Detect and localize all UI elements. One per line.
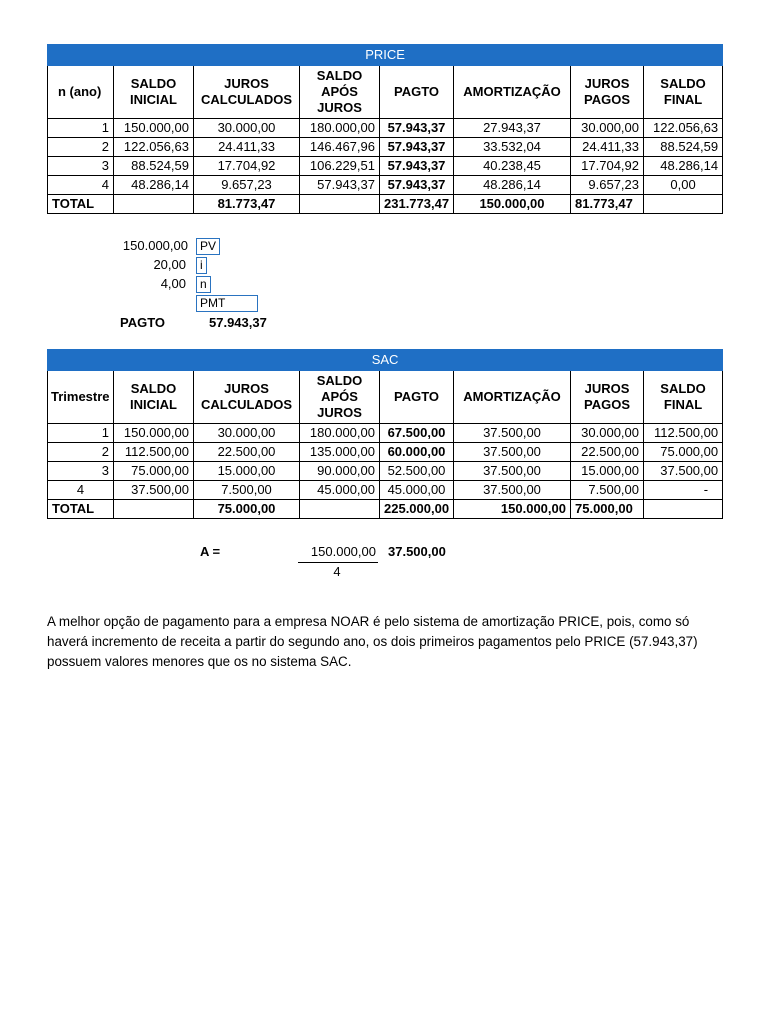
table-cell bbox=[114, 500, 194, 519]
table-cell bbox=[114, 195, 194, 214]
table-cell: 122.056,63 bbox=[114, 138, 194, 157]
table-cell: 57.943,37 bbox=[300, 176, 380, 195]
total-row bbox=[48, 195, 723, 214]
table-cell: 7.500,00 bbox=[194, 481, 300, 500]
table-cell: 75.000,00 bbox=[114, 462, 194, 481]
table-cell bbox=[644, 195, 723, 214]
formula-numerator: 150.000,00 bbox=[310, 544, 376, 559]
table-cell: 17.704,92 bbox=[571, 157, 644, 176]
table-cell: 81.773,47 bbox=[571, 195, 644, 214]
table-cell: 15.000,00 bbox=[194, 462, 300, 481]
sac-header-juros-pagos: JUROS PAGOS bbox=[571, 371, 644, 424]
pv-key: PV bbox=[196, 238, 220, 255]
table-row bbox=[48, 443, 723, 462]
conclusion-text: A melhor opção de pagamento para a empresa NOAR é pelo sistema de amortização PRICE, pois, como só haverá incremento de receita a partir do segundo ano, os dois primeiros pagamentos pelo PRICE (57.943,37) possuem valores menores que os no sistema SAC. bbox=[47, 614, 698, 669]
table-cell: 146.467,96 bbox=[300, 138, 380, 157]
table-cell: 3 bbox=[48, 157, 114, 176]
table-cell bbox=[644, 500, 723, 519]
table-cell: 180.000,00 bbox=[300, 424, 380, 443]
pv-value: 150.000,00 bbox=[122, 238, 188, 253]
table-cell: 30.000,00 bbox=[571, 119, 644, 138]
table-cell: 57.943,37 bbox=[380, 176, 454, 195]
table-cell: 52.500,00 bbox=[380, 462, 454, 481]
table-cell: 48.286,14 bbox=[644, 157, 723, 176]
table-cell: 48.286,14 bbox=[114, 176, 194, 195]
table-cell: 150.000,00 bbox=[114, 119, 194, 138]
table-row bbox=[48, 424, 723, 443]
table-cell: 22.500,00 bbox=[571, 443, 644, 462]
sac-header-amortizacao: AMORTIZAÇÃO bbox=[454, 371, 571, 424]
i-key: i bbox=[196, 257, 207, 274]
price-header-pagto: PAGTO bbox=[380, 66, 454, 119]
table-cell: 3 bbox=[48, 462, 114, 481]
price-header-saldo-inicial: SALDO INICIAL bbox=[114, 66, 194, 119]
table-cell: 37.500,00 bbox=[644, 462, 723, 481]
table-cell: 2 bbox=[48, 443, 114, 462]
pmt-key: PMT bbox=[196, 295, 258, 312]
table-row bbox=[48, 462, 723, 481]
table-cell: 24.411,33 bbox=[194, 138, 300, 157]
table-cell: 57.943,37 bbox=[380, 157, 454, 176]
table-cell: 30.000,00 bbox=[194, 119, 300, 138]
price-header-saldo-final: SALDO FINAL bbox=[644, 66, 723, 119]
table-row bbox=[48, 481, 723, 500]
table-row bbox=[48, 119, 723, 138]
sac-header-saldo-apos-juros: SALDO APÓS JUROS bbox=[300, 371, 380, 424]
table-cell: 48.286,14 bbox=[454, 176, 571, 195]
table-cell: 2 bbox=[48, 138, 114, 157]
table-cell: 37.500,00 bbox=[454, 462, 571, 481]
table-cell: 75.000,00 bbox=[194, 500, 300, 519]
fraction-bar bbox=[298, 562, 378, 563]
table-cell: - bbox=[644, 481, 723, 500]
price-header-juros-pagos: JUROS PAGOS bbox=[571, 66, 644, 119]
pagto-label: PAGTO bbox=[120, 315, 166, 330]
table-cell: 30.000,00 bbox=[194, 424, 300, 443]
table-cell bbox=[300, 500, 380, 519]
table-cell: 45.000,00 bbox=[300, 481, 380, 500]
table-cell: 60.000,00 bbox=[380, 443, 454, 462]
table-cell: 27.943,37 bbox=[454, 119, 571, 138]
table-cell: 37.500,00 bbox=[454, 424, 571, 443]
table-cell: 150.000,00 bbox=[454, 500, 571, 519]
sac-header-trimestre: Trimestre bbox=[48, 371, 114, 424]
formula-denominator: 4 bbox=[333, 564, 341, 579]
table-cell: 57.943,37 bbox=[380, 138, 454, 157]
table-cell: 4 bbox=[48, 481, 114, 500]
table-cell: 150.000,00 bbox=[454, 195, 571, 214]
total-row bbox=[48, 500, 723, 519]
n-key: n bbox=[196, 276, 211, 293]
price-header-n: n (ano) bbox=[48, 66, 114, 119]
table-cell: 45.000,00 bbox=[380, 481, 454, 500]
table-cell: 90.000,00 bbox=[300, 462, 380, 481]
table-cell: 33.532,04 bbox=[454, 138, 571, 157]
sac-title: SAC bbox=[48, 350, 723, 371]
sac-header-saldo-inicial: SALDO INICIAL bbox=[114, 371, 194, 424]
table-cell: 40.238,45 bbox=[454, 157, 571, 176]
table-cell: 135.000,00 bbox=[300, 443, 380, 462]
table-cell: 57.943,37 bbox=[380, 119, 454, 138]
price-header-saldo-apos-juros: SALDO APÓS JUROS bbox=[300, 66, 380, 119]
formula-result: 37.500,00 bbox=[388, 544, 446, 559]
table-cell: 7.500,00 bbox=[571, 481, 644, 500]
table-cell: 9.657,23 bbox=[194, 176, 300, 195]
table-cell: 1 bbox=[48, 424, 114, 443]
table-row bbox=[48, 157, 723, 176]
table-cell: 88.524,59 bbox=[644, 138, 723, 157]
n-value: 4,00 bbox=[160, 276, 186, 291]
table-cell: 67.500,00 bbox=[380, 424, 454, 443]
total-label: TOTAL bbox=[48, 500, 114, 519]
sac-header-juros-calculados: JUROS CALCULADOS bbox=[194, 371, 300, 424]
table-cell: 225.000,00 bbox=[380, 500, 454, 519]
sac-header-saldo-final: SALDO FINAL bbox=[644, 371, 723, 424]
table-cell: 4 bbox=[48, 176, 114, 195]
pagto-value: 57.943,37 bbox=[209, 315, 267, 330]
table-cell: 180.000,00 bbox=[300, 119, 380, 138]
table-cell: 0,00 bbox=[644, 176, 723, 195]
table-row bbox=[48, 138, 723, 157]
table-cell: 37.500,00 bbox=[454, 481, 571, 500]
table-cell: 24.411,33 bbox=[571, 138, 644, 157]
price-table bbox=[47, 44, 723, 214]
table-cell: 37.500,00 bbox=[114, 481, 194, 500]
table-cell: 112.500,00 bbox=[644, 424, 723, 443]
total-label: TOTAL bbox=[48, 195, 114, 214]
formula-label: A = bbox=[200, 544, 221, 559]
table-cell: 231.773,47 bbox=[380, 195, 454, 214]
table-cell: 1 bbox=[48, 119, 114, 138]
price-header-juros-calculados: JUROS CALCULADOS bbox=[194, 66, 300, 119]
price-header-amortizacao: AMORTIZAÇÃO bbox=[454, 66, 571, 119]
table-cell: 17.704,92 bbox=[194, 157, 300, 176]
table-cell: 81.773,47 bbox=[194, 195, 300, 214]
table-cell: 150.000,00 bbox=[114, 424, 194, 443]
table-cell: 22.500,00 bbox=[194, 443, 300, 462]
sac-table bbox=[47, 349, 723, 519]
table-cell: 112.500,00 bbox=[114, 443, 194, 462]
table-cell: 75.000,00 bbox=[571, 500, 644, 519]
table-cell: 30.000,00 bbox=[571, 424, 644, 443]
table-cell: 9.657,23 bbox=[571, 176, 644, 195]
price-title: PRICE bbox=[48, 45, 723, 66]
table-cell: 88.524,59 bbox=[114, 157, 194, 176]
table-cell bbox=[300, 195, 380, 214]
table-cell: 37.500,00 bbox=[454, 443, 571, 462]
table-cell: 122.056,63 bbox=[644, 119, 723, 138]
i-value: 20,00 bbox=[153, 257, 186, 272]
sac-header-pagto: PAGTO bbox=[380, 371, 454, 424]
table-cell: 106.229,51 bbox=[300, 157, 380, 176]
table-cell: 75.000,00 bbox=[644, 443, 723, 462]
table-row bbox=[48, 176, 723, 195]
table-cell: 15.000,00 bbox=[571, 462, 644, 481]
